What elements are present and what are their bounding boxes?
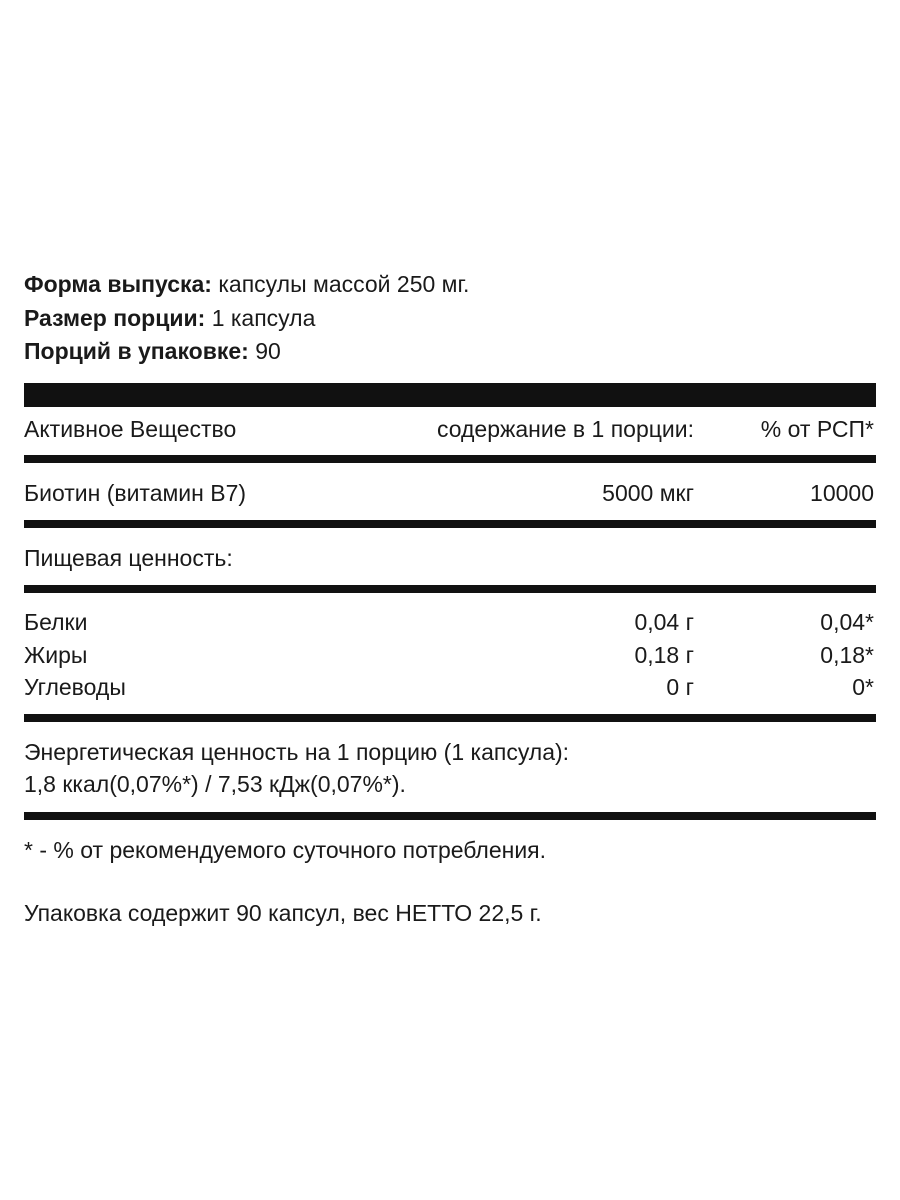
nutrition-name: Белки bbox=[24, 609, 88, 635]
nutrition-percent: 0,04* bbox=[820, 609, 874, 635]
divider bbox=[24, 812, 876, 820]
active-amount: 5000 мкг bbox=[602, 480, 694, 506]
active-name: Биотин (витамин B7) bbox=[24, 480, 247, 506]
table-top-bar bbox=[24, 383, 876, 407]
nutrition-amount: 0,04 г bbox=[634, 609, 694, 635]
nutrition-name: Жиры bbox=[24, 642, 88, 668]
serving-line bbox=[24, 304, 315, 332]
form-line bbox=[24, 270, 469, 298]
header-active-substance: Активное Вещество bbox=[24, 416, 237, 442]
serving-value: 1 капсула bbox=[211, 305, 316, 331]
package-note: Упаковка содержит 90 капсул, вес НЕТТО 22,5 г. bbox=[24, 900, 542, 926]
servings-per-pack-label: Порций в упаковке: bbox=[24, 338, 249, 364]
header-rsp-percent: % от РСП* bbox=[760, 416, 874, 442]
nutrition-name: Углеводы bbox=[24, 674, 126, 700]
divider bbox=[24, 520, 876, 528]
nutrition-amount: 0 г bbox=[666, 674, 694, 700]
divider bbox=[24, 585, 876, 593]
divider bbox=[24, 714, 876, 722]
nutrition-amount: 0,18 г bbox=[634, 642, 694, 668]
form-value: капсулы массой 250 мг. bbox=[218, 271, 470, 297]
nutrition-percent: 0* bbox=[852, 674, 874, 700]
nutrition-percent: 0,18* bbox=[820, 642, 874, 668]
servings-per-pack-line bbox=[24, 337, 281, 365]
divider bbox=[24, 455, 876, 463]
form-label: Форма выпуска: bbox=[24, 271, 212, 297]
active-percent: 10000 bbox=[810, 480, 874, 506]
energy-line-2: 1,8 ккал(0,07%*) / 7,53 кДж(0,07%*). bbox=[24, 771, 406, 797]
nutrition-title: Пищевая ценность: bbox=[24, 545, 233, 571]
footnote: * - % от рекомендуемого суточного потребления. bbox=[24, 837, 547, 863]
serving-label: Размер порции: bbox=[24, 305, 206, 331]
header-amount: содержание в 1 порции: bbox=[436, 416, 694, 442]
servings-per-pack-value: 90 bbox=[255, 338, 281, 364]
energy-line-1: Энергетическая ценность на 1 порцию (1 капсула): bbox=[24, 739, 570, 765]
